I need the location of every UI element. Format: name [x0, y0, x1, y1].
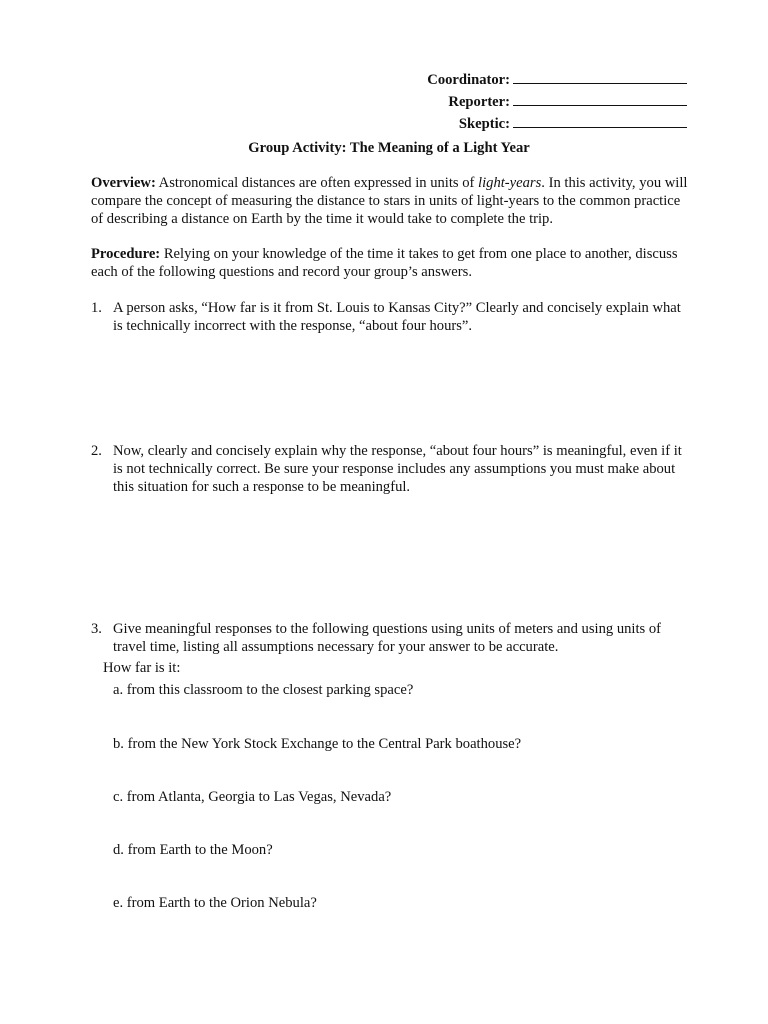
skeptic-label: Skeptic: — [458, 116, 510, 132]
question-3-number: 3. — [91, 621, 102, 637]
overview-italic-term: light-years — [478, 175, 542, 191]
role-assignments — [427, 69, 687, 135]
question-2-text: Now, clearly and concisely explain why the response, “about four hours” is meaningful, even if it is not technically correct. Be sure your response includes any assumptions you must make about this situation for such a response to be meaningful. — [113, 443, 682, 495]
coordinator-blank[interactable] — [513, 69, 687, 84]
overview-text-before: Astronomical distances are often expressed in units of — [155, 175, 479, 191]
how-far-prompt: How far is it: — [103, 660, 181, 676]
procedure-text: Relying on your knowledge of the time it takes to get from one place to another, discuss each of the following questions and record your group’s answers. — [91, 246, 678, 280]
sub-question-a: a. from this classroom to the closest parking space? — [113, 682, 414, 698]
reporter-line — [427, 91, 687, 113]
reporter-label: Reporter: — [448, 94, 510, 110]
question-1 — [91, 299, 691, 335]
procedure-paragraph — [91, 245, 691, 281]
reporter-blank[interactable] — [513, 91, 687, 106]
skeptic-line — [427, 113, 687, 135]
sub-question-b: b. from the New York Stock Exchange to the Central Park boathouse? — [113, 736, 522, 752]
overview-text-after: . In this activity, you will compare the concept of measuring the distance to stars in units of light-years to the common practice of describing a distance on Earth by the time it would take to complete the trip. — [91, 175, 688, 227]
procedure-label: Procedure: — [91, 246, 161, 262]
overview-paragraph — [91, 174, 691, 228]
overview-label: Overview: — [91, 175, 156, 191]
question-3-text: Give meaningful responses to the following questions using units of meters and using units of travel time, listing all assumptions necessary for your answer to be accurate. — [113, 621, 662, 655]
question-1-number: 1. — [91, 300, 102, 316]
coordinator-line — [427, 69, 687, 91]
question-2-number: 2. — [91, 443, 102, 459]
skeptic-blank[interactable] — [513, 113, 687, 128]
question-2 — [91, 442, 691, 496]
page-title: Group Activity: The Meaning of a Light Year — [248, 140, 530, 156]
sub-question-c: c. from Atlanta, Georgia to Las Vegas, Nevada? — [113, 789, 392, 805]
question-3 — [91, 620, 691, 656]
coordinator-label: Coordinator: — [427, 72, 510, 88]
sub-question-e: e. from Earth to the Orion Nebula? — [113, 895, 317, 911]
sub-question-d: d. from Earth to the Moon? — [113, 842, 273, 858]
question-1-text: A person asks, “How far is it from St. Louis to Kansas City?” Clearly and concisely explain what is technically incorrect with the response, “about four hours”. — [113, 300, 681, 334]
